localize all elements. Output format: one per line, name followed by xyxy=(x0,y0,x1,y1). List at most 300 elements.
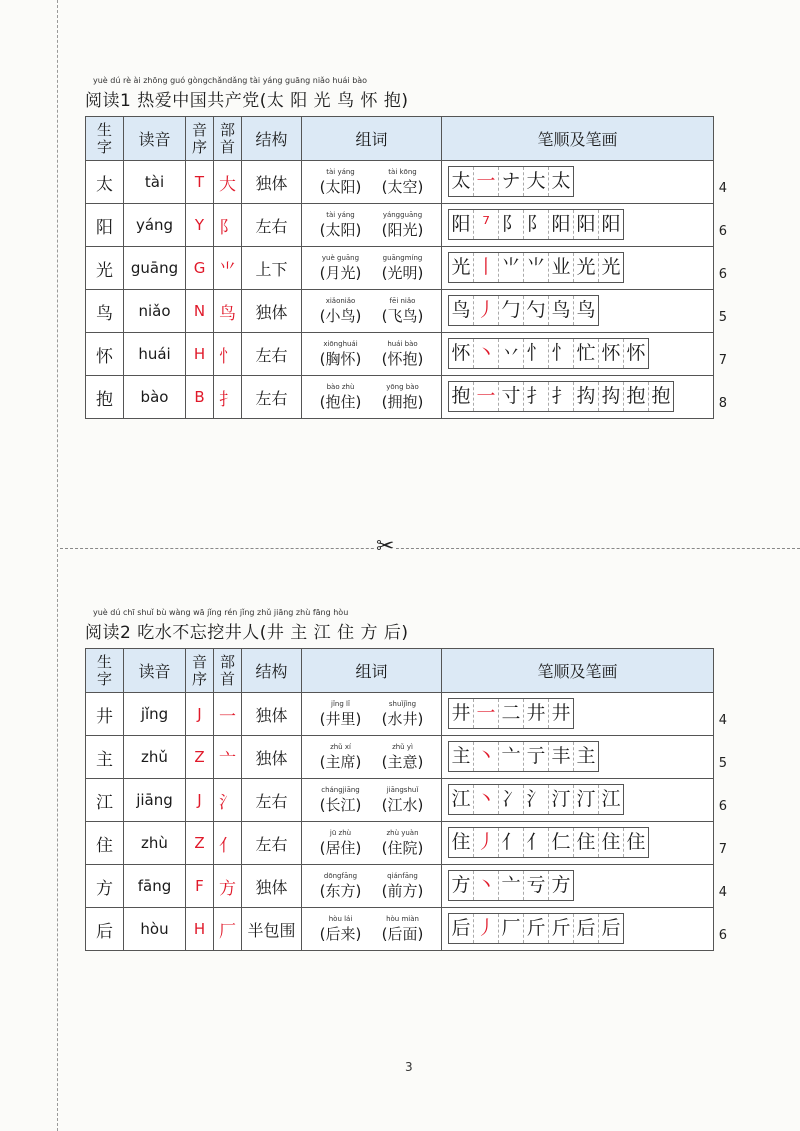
header-char-bottom: 字 xyxy=(96,669,112,688)
reading-section-2 xyxy=(85,608,727,951)
header-radical xyxy=(214,117,242,161)
word-pair xyxy=(302,168,441,197)
table-row xyxy=(86,290,714,333)
stroke-cell: 主 xyxy=(576,745,596,767)
stroke-cell: 住 xyxy=(574,828,599,857)
section-heading xyxy=(85,608,713,648)
stroke-cell: 仁 xyxy=(549,828,574,857)
word-2 xyxy=(372,383,434,412)
word-pinyin: fēi niǎo xyxy=(389,296,416,305)
row-radical: 亠 xyxy=(214,736,242,779)
stroke-cell: 抅 xyxy=(599,382,624,411)
row-words xyxy=(302,247,442,290)
header-char xyxy=(86,117,124,161)
stroke-cell: 丨 xyxy=(474,253,499,282)
table-row xyxy=(86,333,714,376)
word-1 xyxy=(310,297,372,326)
row-character: 井 xyxy=(86,693,124,736)
word-text: (阳光) xyxy=(381,220,424,239)
stroke-cell: 丷 xyxy=(499,339,524,368)
word-1 xyxy=(310,829,372,858)
word-pair xyxy=(302,915,441,944)
row-radical: 氵 xyxy=(214,779,242,822)
row-initial-letter: N xyxy=(186,290,214,333)
stroke-cell: 阝 xyxy=(499,210,524,239)
stroke-cell: 忄 xyxy=(549,339,574,368)
word-text: (太阳) xyxy=(319,177,362,196)
stroke-grid xyxy=(448,381,674,412)
stroke-cell: 怀 xyxy=(449,339,474,368)
row-words xyxy=(302,693,442,736)
stroke-cell: 阝 xyxy=(524,210,549,239)
table-row xyxy=(86,865,714,908)
stroke-cell: 太 xyxy=(551,170,571,192)
row-pinyin: jǐng xyxy=(124,693,186,736)
stroke-cell: 亠 xyxy=(499,742,524,771)
row-words xyxy=(302,290,442,333)
word-pair xyxy=(302,297,441,326)
reading-section-1 xyxy=(85,76,727,419)
header-order-bottom: 序 xyxy=(191,669,207,688)
row-stroke-order xyxy=(442,779,727,822)
stroke-count: 8 xyxy=(718,396,727,411)
row-initial-letter: G xyxy=(186,247,214,290)
row-character: 光 xyxy=(86,247,124,290)
page-number: 3 xyxy=(405,1060,413,1074)
row-character: 方 xyxy=(86,865,124,908)
row-structure: 独体 xyxy=(242,865,302,908)
stroke-cell: 阳 xyxy=(549,210,574,239)
row-character: 抱 xyxy=(86,376,124,419)
word-text: (拥抱) xyxy=(381,392,424,411)
word-pair xyxy=(302,700,441,729)
word-pair xyxy=(302,254,441,283)
row-stroke-order xyxy=(442,247,727,290)
row-character: 鸟 xyxy=(86,290,124,333)
stroke-cell: 业 xyxy=(549,253,574,282)
table-row xyxy=(86,204,714,247)
row-words xyxy=(302,161,442,204)
stroke-count: 5 xyxy=(718,756,727,771)
row-character: 住 xyxy=(86,822,124,865)
word-pinyin: zhǔ xí xyxy=(330,742,351,751)
stroke-cell: 一 xyxy=(474,382,499,411)
table-row xyxy=(86,736,714,779)
word-pair xyxy=(302,211,441,240)
stroke-cell: 忙 xyxy=(574,339,599,368)
word-text: (主席) xyxy=(319,752,362,771)
stroke-cell: 抱 xyxy=(651,385,671,407)
stroke-cell: 丶 xyxy=(474,785,499,814)
word-pinyin: yángguāng xyxy=(382,210,423,219)
stroke-grid xyxy=(448,166,574,197)
header-char-top: 生 xyxy=(96,120,112,139)
stroke-cell: 亏 xyxy=(524,871,549,900)
stroke-cell: ナ xyxy=(499,167,524,196)
section-title: 阅读2 吃水不忘挖井人(井 主 江 住 方 后) xyxy=(85,623,409,643)
stroke-cell: 抱 xyxy=(449,382,474,411)
title-pinyin: yuè dú rè ài zhōng guó gòngchǎndǎng tài yáng guāng niǎo huái bào xyxy=(93,76,368,85)
stroke-cell: 后 xyxy=(601,917,621,939)
stroke-cell: 后 xyxy=(574,914,599,943)
word-1 xyxy=(310,383,372,412)
header-radical-top: 部 xyxy=(219,120,235,139)
row-stroke-order xyxy=(442,204,727,247)
stroke-cell: 方 xyxy=(449,871,474,900)
word-pair xyxy=(302,786,441,815)
stroke-cell: 住 xyxy=(599,828,624,857)
word-pinyin: chángjiāng xyxy=(321,785,360,794)
section-heading xyxy=(85,76,713,116)
row-initial-letter: Z xyxy=(186,822,214,865)
stroke-cell: 汀 xyxy=(549,785,574,814)
word-1 xyxy=(310,254,372,283)
word-2 xyxy=(372,915,434,944)
stroke-cell: 勺 xyxy=(524,296,549,325)
stroke-cell: 井 xyxy=(524,699,549,728)
row-pinyin: bào xyxy=(124,376,186,419)
row-pinyin: niǎo xyxy=(124,290,186,333)
stroke-cell: 汀 xyxy=(574,785,599,814)
stroke-cell: 后 xyxy=(449,914,474,943)
stroke-cell: 怀 xyxy=(626,342,646,364)
header-words: 组词 xyxy=(302,117,442,161)
row-pinyin: zhǔ xyxy=(124,736,186,779)
header-structure: 结构 xyxy=(242,649,302,693)
header-order xyxy=(186,649,214,693)
word-pair xyxy=(302,340,441,369)
stroke-cell: 阳 xyxy=(449,210,474,239)
header-char-top: 生 xyxy=(96,652,112,671)
header-strokes: 笔顺及笔画 xyxy=(442,649,714,693)
row-pinyin: fāng xyxy=(124,865,186,908)
row-words xyxy=(302,822,442,865)
row-structure: 独体 xyxy=(242,693,302,736)
word-pair xyxy=(302,383,441,412)
character-table xyxy=(85,648,727,951)
stroke-cell: 住 xyxy=(449,828,474,857)
word-text: (胸怀) xyxy=(319,349,362,368)
stroke-cell: 井 xyxy=(449,699,474,728)
word-text: (主意) xyxy=(381,752,424,771)
word-pinyin: guāngmíng xyxy=(382,253,423,262)
header-order-top: 音 xyxy=(191,120,207,139)
stroke-grid xyxy=(448,784,624,815)
row-character: 怀 xyxy=(86,333,124,376)
row-initial-letter: F xyxy=(186,865,214,908)
row-structure: 左右 xyxy=(242,779,302,822)
word-2 xyxy=(372,829,434,858)
stroke-cell: 光 xyxy=(574,253,599,282)
word-2 xyxy=(372,743,434,772)
word-pinyin: hòu miàn xyxy=(386,914,419,923)
stroke-cell: 勹 xyxy=(499,296,524,325)
row-radical: 一 xyxy=(214,693,242,736)
stroke-cell: 井 xyxy=(551,702,571,724)
binding-margin-line xyxy=(57,0,58,1131)
word-2 xyxy=(372,786,434,815)
table-row xyxy=(86,247,714,290)
stroke-cell: 氵 xyxy=(524,785,549,814)
word-pinyin: qiánfāng xyxy=(387,871,418,880)
stroke-cell: 亍 xyxy=(524,742,549,771)
word-pair xyxy=(302,743,441,772)
row-structure: 左右 xyxy=(242,822,302,865)
word-text: (后面) xyxy=(381,924,424,943)
row-stroke-order xyxy=(442,822,727,865)
table-row xyxy=(86,908,714,951)
word-1 xyxy=(310,743,372,772)
stroke-cell: 江 xyxy=(601,788,621,810)
stroke-cell: 抅 xyxy=(574,382,599,411)
stroke-cell: 鸟 xyxy=(549,296,574,325)
stroke-grid xyxy=(448,698,574,729)
word-2 xyxy=(372,700,434,729)
word-pinyin: huái bào xyxy=(387,339,418,348)
row-character: 江 xyxy=(86,779,124,822)
row-words xyxy=(302,865,442,908)
row-radical: 忄 xyxy=(214,333,242,376)
stroke-grid xyxy=(448,295,599,326)
stroke-cell: 阳 xyxy=(574,210,599,239)
word-text: (井里) xyxy=(319,709,362,728)
word-pair xyxy=(302,829,441,858)
word-text: (住院) xyxy=(381,838,424,857)
stroke-cell: 丶 xyxy=(474,742,499,771)
table-row xyxy=(86,693,714,736)
header-radical xyxy=(214,649,242,693)
row-initial-letter: J xyxy=(186,693,214,736)
word-pinyin: jǐng lǐ xyxy=(331,699,350,708)
row-stroke-order xyxy=(442,376,727,419)
stroke-cell: 亠 xyxy=(499,871,524,900)
row-structure: 半包围 xyxy=(242,908,302,951)
stroke-cell: 丶 xyxy=(474,871,499,900)
stroke-grid xyxy=(448,338,649,369)
word-1 xyxy=(310,786,372,815)
stroke-cell: 丿 xyxy=(474,914,499,943)
stroke-cell: 抱 xyxy=(624,382,649,411)
stroke-count: 7 xyxy=(718,353,727,368)
header-order-top: 音 xyxy=(191,652,207,671)
row-stroke-order xyxy=(442,693,727,736)
stroke-cell: 大 xyxy=(524,167,549,196)
row-character: 阳 xyxy=(86,204,124,247)
word-pinyin: xiǎoniǎo xyxy=(325,296,356,305)
word-2 xyxy=(372,168,434,197)
word-2 xyxy=(372,211,434,240)
stroke-cell: 光 xyxy=(449,253,474,282)
row-character: 主 xyxy=(86,736,124,779)
row-structure: 左右 xyxy=(242,333,302,376)
header-reading: 读音 xyxy=(124,117,186,161)
stroke-cell: 一 xyxy=(474,699,499,728)
stroke-cell: 扌 xyxy=(524,382,549,411)
header-order xyxy=(186,117,214,161)
row-radical: 鸟 xyxy=(214,290,242,333)
stroke-cell: ⺌ xyxy=(524,253,549,282)
stroke-cell: 忄 xyxy=(524,339,549,368)
stroke-count: 7 xyxy=(718,842,727,857)
header-radical-top: 部 xyxy=(219,652,235,671)
row-pinyin: hòu xyxy=(124,908,186,951)
row-character: 后 xyxy=(86,908,124,951)
word-pinyin: zhǔ yì xyxy=(392,742,413,751)
row-structure: 左右 xyxy=(242,204,302,247)
word-text: (江水) xyxy=(381,795,424,814)
stroke-cell: 斤 xyxy=(524,914,549,943)
row-radical: 扌 xyxy=(214,376,242,419)
header-radical-bottom: 首 xyxy=(219,669,235,688)
stroke-count: 5 xyxy=(718,310,727,325)
row-structure: 独体 xyxy=(242,161,302,204)
stroke-count: 6 xyxy=(718,928,727,943)
word-text: (长江) xyxy=(319,795,362,814)
word-pinyin: jū zhù xyxy=(329,828,352,837)
word-pinyin: tài kōng xyxy=(388,167,417,176)
word-2 xyxy=(372,254,434,283)
word-text: (光明) xyxy=(381,263,424,282)
word-1 xyxy=(310,700,372,729)
word-pinyin: xiōnghuái xyxy=(323,339,358,348)
scissors-icon: ✂ xyxy=(376,534,395,559)
row-pinyin: huái xyxy=(124,333,186,376)
stroke-cell: 鸟 xyxy=(576,299,596,321)
stroke-cell: 厂 xyxy=(499,914,524,943)
row-initial-letter: H xyxy=(186,333,214,376)
row-radical: ⺌ xyxy=(214,247,242,290)
word-pinyin: dōngfāng xyxy=(323,871,358,880)
stroke-cell: 扌 xyxy=(549,382,574,411)
header-row xyxy=(86,117,714,161)
stroke-cell: 丿 xyxy=(474,296,499,325)
row-pinyin: tài xyxy=(124,161,186,204)
row-initial-letter: T xyxy=(186,161,214,204)
row-pinyin: jiāng xyxy=(124,779,186,822)
row-structure: 上下 xyxy=(242,247,302,290)
row-radical: 亻 xyxy=(214,822,242,865)
row-words xyxy=(302,908,442,951)
cut-line xyxy=(60,548,800,549)
row-stroke-order xyxy=(442,736,727,779)
stroke-cell: 主 xyxy=(449,742,474,771)
word-text: (太空) xyxy=(381,177,424,196)
stroke-cell: 丰 xyxy=(549,742,574,771)
row-pinyin: guāng xyxy=(124,247,186,290)
row-stroke-order xyxy=(442,865,727,908)
row-radical: 大 xyxy=(214,161,242,204)
stroke-cell: 住 xyxy=(626,831,646,853)
row-stroke-order xyxy=(442,333,727,376)
word-text: (前方) xyxy=(381,881,424,900)
header-row xyxy=(86,649,714,693)
stroke-grid xyxy=(448,209,624,240)
header-radical-bottom: 首 xyxy=(219,137,235,156)
stroke-cell: 斤 xyxy=(549,914,574,943)
row-radical: 厂 xyxy=(214,908,242,951)
word-1 xyxy=(310,168,372,197)
table-row xyxy=(86,161,714,204)
stroke-cell: 亻 xyxy=(499,828,524,857)
word-text: (飞鸟) xyxy=(381,306,424,325)
stroke-cell: 江 xyxy=(449,785,474,814)
word-pinyin: tài yáng xyxy=(326,210,355,219)
stroke-grid xyxy=(448,741,599,772)
row-initial-letter: Z xyxy=(186,736,214,779)
word-text: (水井) xyxy=(381,709,424,728)
row-radical: 方 xyxy=(214,865,242,908)
word-pinyin: tài yáng xyxy=(326,167,355,176)
word-text: (居住) xyxy=(319,838,362,857)
word-1 xyxy=(310,340,372,369)
stroke-count: 4 xyxy=(718,885,727,900)
word-2 xyxy=(372,340,434,369)
stroke-cell: 冫 xyxy=(499,785,524,814)
word-pinyin: yōng bào xyxy=(386,382,419,391)
stroke-cell: 二 xyxy=(499,699,524,728)
header-words: 组词 xyxy=(302,649,442,693)
word-text: (抱住) xyxy=(319,392,362,411)
word-2 xyxy=(372,297,434,326)
stroke-cell: 寸 xyxy=(499,382,524,411)
row-stroke-order xyxy=(442,908,727,951)
header-reading: 读音 xyxy=(124,649,186,693)
word-text: (后来) xyxy=(319,924,362,943)
stroke-count: 6 xyxy=(718,224,727,239)
stroke-cell: 阳 xyxy=(601,213,621,235)
header-char-bottom: 字 xyxy=(96,137,112,156)
row-radical: 阝 xyxy=(214,204,242,247)
row-pinyin: yáng xyxy=(124,204,186,247)
table-row xyxy=(86,779,714,822)
character-table xyxy=(85,116,727,419)
stroke-cell: 一 xyxy=(474,167,499,196)
word-text: (怀抱) xyxy=(381,349,424,368)
table-row xyxy=(86,376,714,419)
word-pinyin: hòu lái xyxy=(328,914,353,923)
word-pair xyxy=(302,872,441,901)
header-structure: 结构 xyxy=(242,117,302,161)
stroke-cell: ⁷ xyxy=(474,210,499,239)
stroke-cell: 太 xyxy=(449,167,474,196)
row-initial-letter: H xyxy=(186,908,214,951)
table-row xyxy=(86,822,714,865)
row-structure: 独体 xyxy=(242,736,302,779)
word-text: (东方) xyxy=(319,881,362,900)
section-title: 阅读1 热爱中国共产党(太 阳 光 鸟 怀 抱) xyxy=(85,91,409,111)
stroke-grid xyxy=(448,827,649,858)
row-stroke-order xyxy=(442,161,727,204)
word-pinyin: yuè guāng xyxy=(321,253,360,262)
row-structure: 左右 xyxy=(242,376,302,419)
row-words xyxy=(302,376,442,419)
word-pinyin: shuǐjǐng xyxy=(388,699,417,708)
row-character: 太 xyxy=(86,161,124,204)
stroke-cell: 怀 xyxy=(599,339,624,368)
row-initial-letter: J xyxy=(186,779,214,822)
stroke-cell: 丿 xyxy=(474,828,499,857)
word-text: (小鸟) xyxy=(319,306,362,325)
row-initial-letter: Y xyxy=(186,204,214,247)
word-text: (月光) xyxy=(319,263,362,282)
word-pinyin: jiāngshuǐ xyxy=(386,785,419,794)
stroke-cell: 亻 xyxy=(524,828,549,857)
row-words xyxy=(302,736,442,779)
word-pinyin: bào zhù xyxy=(326,382,355,391)
header-strokes: 笔顺及笔画 xyxy=(442,117,714,161)
row-initial-letter: B xyxy=(186,376,214,419)
row-words xyxy=(302,333,442,376)
